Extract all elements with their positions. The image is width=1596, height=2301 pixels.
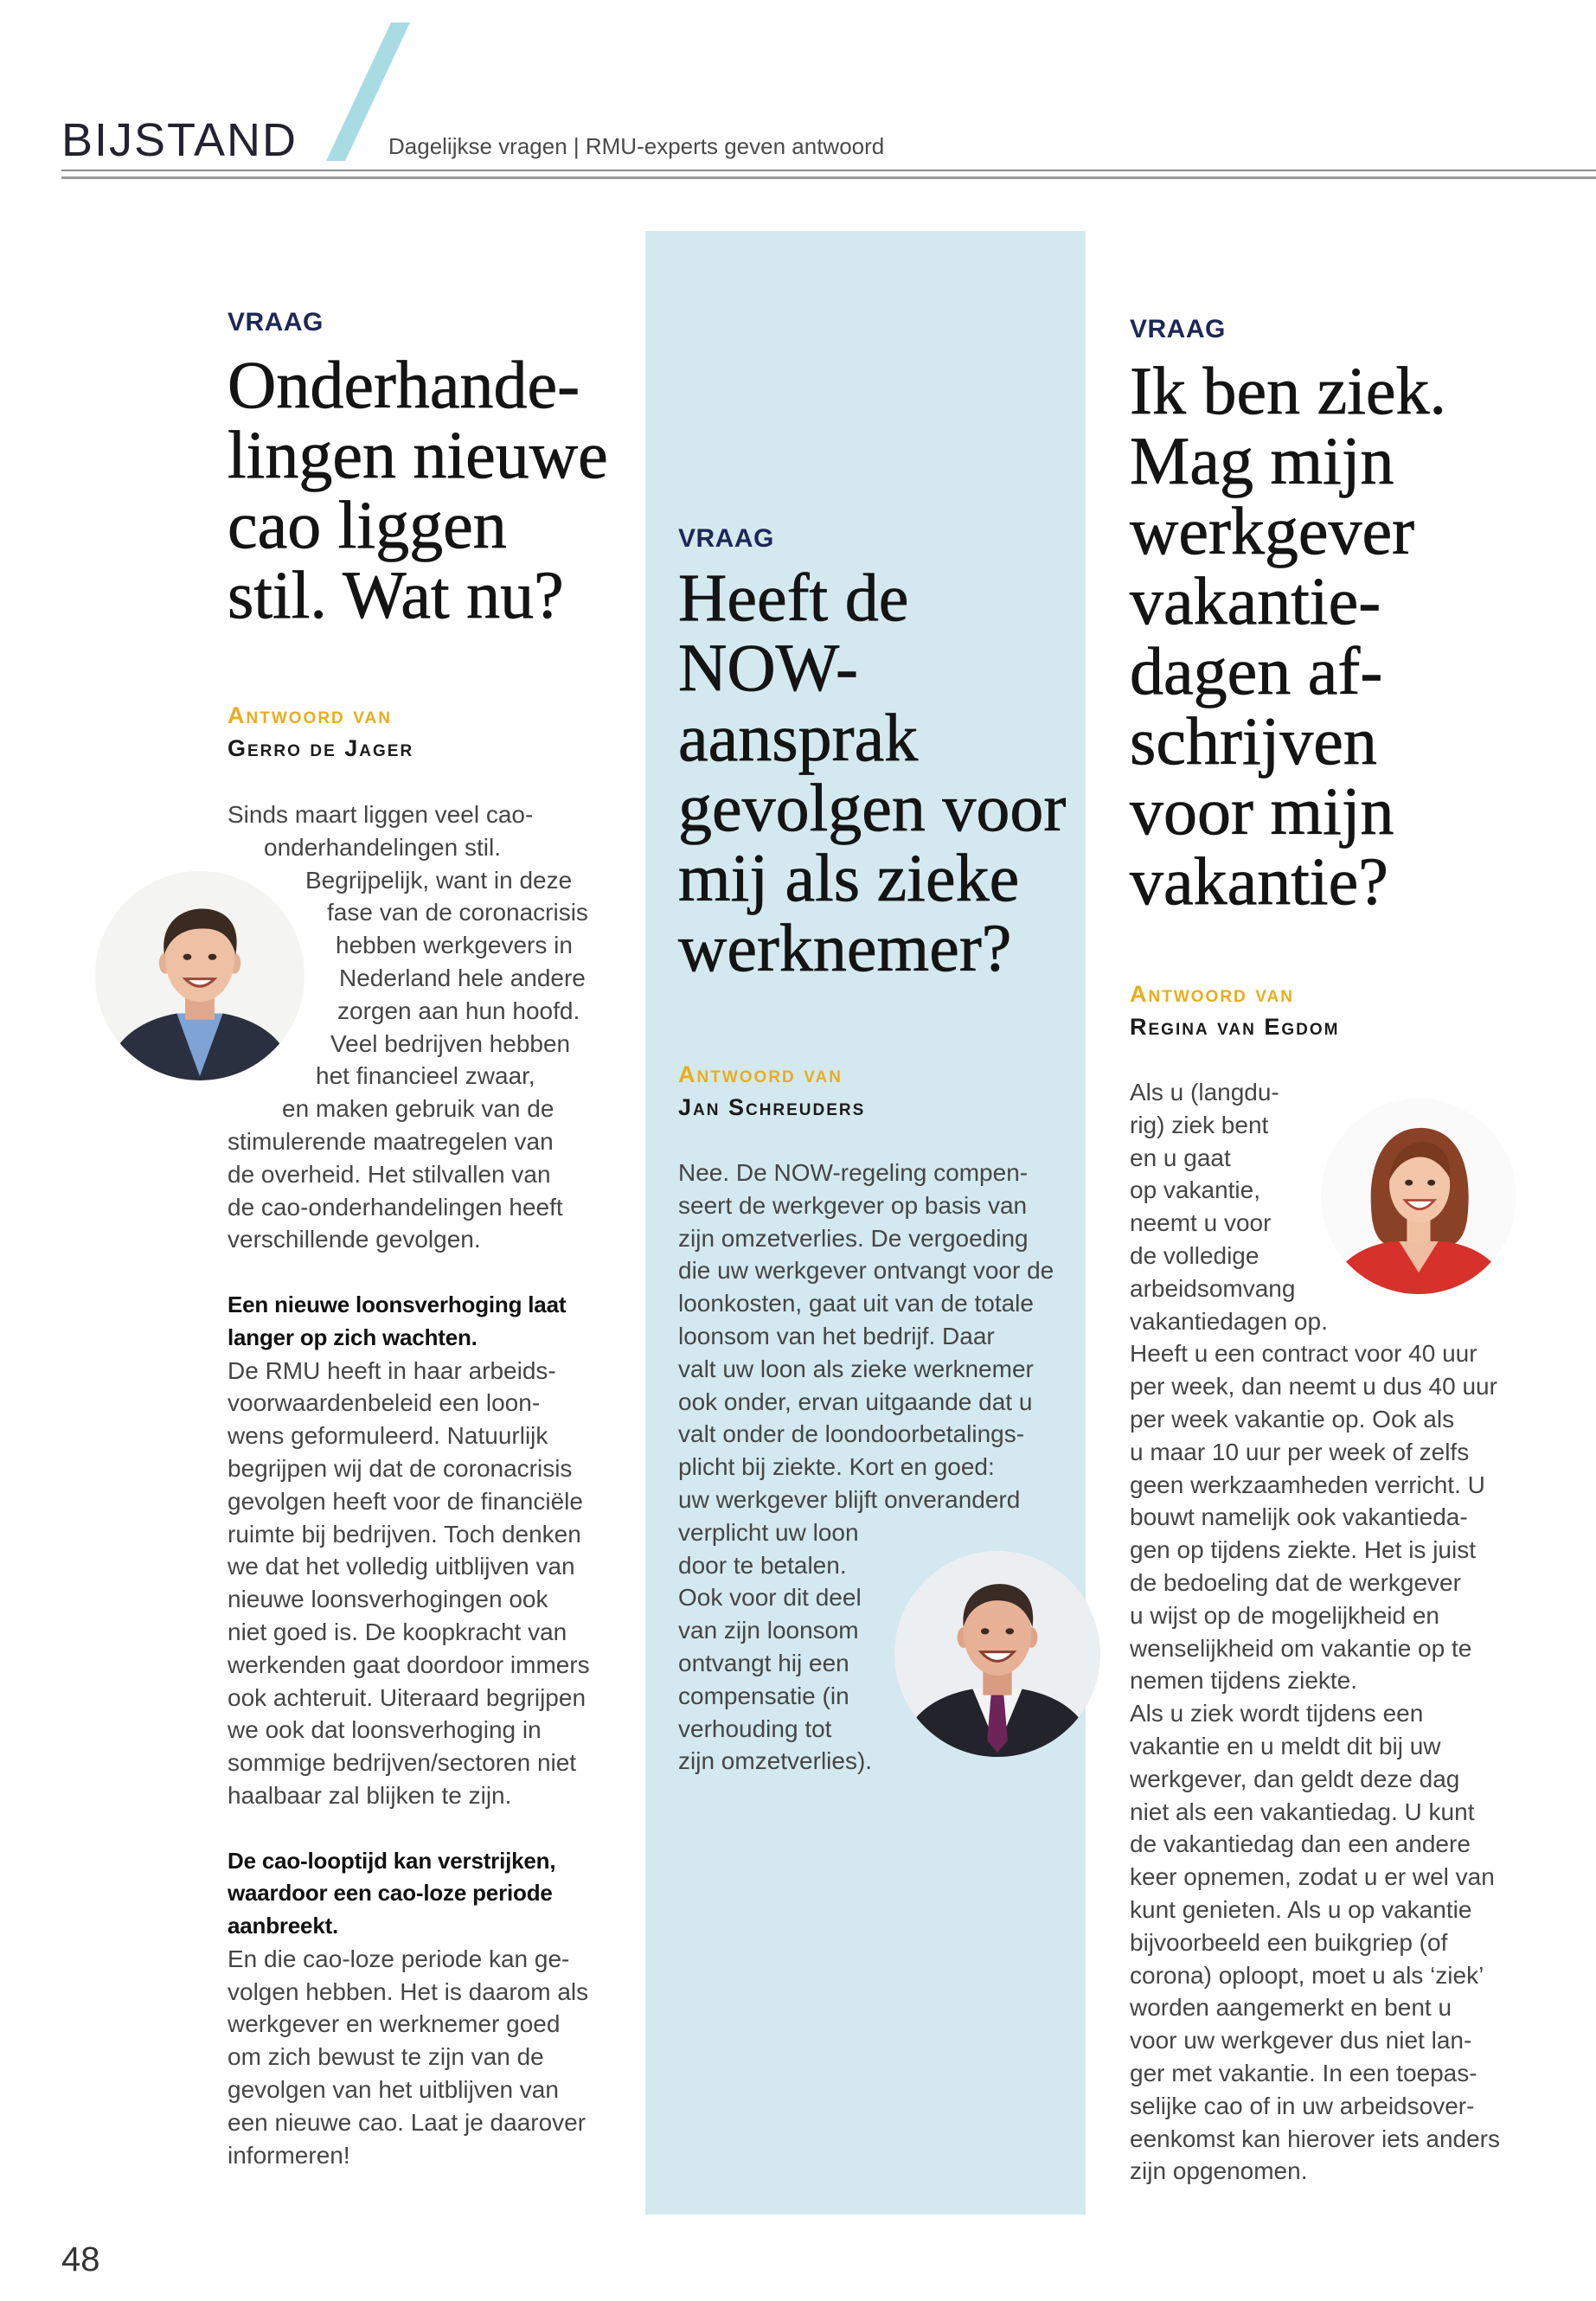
question-title-line: Mag mijn	[1130, 423, 1394, 498]
body-text-line: ontvangt hij een	[678, 1649, 849, 1676]
subheading-line: De cao-looptijd kan verstrijken,	[228, 1847, 556, 1874]
expert-name: Regina van Egdom	[1130, 1014, 1340, 1040]
body-text-line: compensatie (in	[678, 1682, 849, 1709]
body-text-line: u wijst op de mogelijkheid en	[1130, 1601, 1439, 1629]
body-text-line: kunt genieten. Als u op vakantie	[1130, 1895, 1472, 1923]
question-title-line: stil. Wat nu?	[228, 557, 564, 632]
body-text-line: ook achteruit. Uiteraard begrijpen	[228, 1683, 586, 1711]
question-title-line: gevolgen voor	[678, 770, 1067, 845]
body-text-line: per week vakantie op. Ook als	[1130, 1405, 1455, 1433]
answer-subheading	[228, 1289, 590, 1355]
body-text-line: zijn omzetverlies).	[678, 1747, 873, 1775]
body-text-line: haalbaar zal blijken te zijn.	[228, 1781, 512, 1809]
header-rule-bottom	[61, 176, 1596, 179]
body-text-line: gen op tijdens ziekte. Het is juist	[1130, 1536, 1476, 1564]
body-text-line: Veel bedrijven hebben	[330, 1029, 571, 1057]
body-text-line: ger met vakantie. In een toepas-	[1130, 2059, 1477, 2086]
body-text-line: valt onder de loondoorbetalings-	[678, 1420, 1025, 1448]
question-title-line: Ik ben ziek.	[1130, 353, 1447, 428]
header-rule-top	[61, 170, 1596, 171]
body-text-line: volgen hebben. Het is daarom als	[228, 1977, 589, 2005]
body-text-line: om zich bewust te zijn van de	[228, 2043, 544, 2071]
body-text-line: begrijpen wij dat de coronacrisis	[228, 1454, 573, 1482]
body-text-line: we dat het volledig uitblijven van	[228, 1553, 575, 1580]
question-label: VRAAG	[678, 524, 774, 553]
question-title-line: mij als zieke	[678, 840, 1020, 915]
answer-by-label: Antwoord van	[678, 1061, 843, 1087]
question-title-line: dagen af-	[1130, 633, 1383, 708]
body-text-line: zijn omzetverlies. De vergoeding	[678, 1224, 1029, 1252]
body-text-line: verhouding tot	[678, 1715, 832, 1742]
body-text-line: niet als een vakantiedag. U kunt	[1130, 1798, 1475, 1825]
question-title-line: schrijven	[1130, 703, 1377, 779]
body-text-line: Sinds maart liggen veel cao-	[228, 801, 534, 828]
body-text-line: arbeidsomvang	[1130, 1274, 1296, 1302]
subheading-line: langer op zich wachten.	[228, 1324, 478, 1350]
body-text-line: zorgen aan hun hoofd.	[337, 997, 580, 1024]
body-text-line: voor uw werkgever dus niet lan-	[1130, 2027, 1472, 2054]
body-text-line: sommige bedrijven/sectoren niet	[228, 1749, 577, 1777]
body-text-line: de vakantiedag dan een andere	[1130, 1830, 1471, 1858]
body-text-line: hebben werkgevers in	[336, 932, 573, 959]
body-text-line: seert de werkgever op basis van	[678, 1191, 1028, 1219]
body-text-line: loonsom van het bedrijf. Daar	[678, 1322, 995, 1349]
body-text-line: niet goed is. De koopkracht van	[228, 1618, 567, 1645]
answer-by-label: Antwoord van	[1130, 981, 1294, 1007]
answer-paragraph	[228, 1355, 590, 1812]
portrait-regina-van-egdom	[1321, 1099, 1516, 1294]
body-text-line: loonkosten, gaat uit van de totale	[678, 1290, 1034, 1317]
answer-by-label: Antwoord van	[228, 702, 392, 728]
body-text-line: gevolgen van het uitblijven van	[228, 2076, 559, 2104]
question-title-line: Onderhande-	[228, 347, 580, 422]
portrait-gerro-de-jager	[95, 871, 304, 1080]
answer-subheading	[228, 1845, 590, 1943]
section-title: BIJSTAND	[61, 114, 298, 166]
body-text-line: valt uw loon als zieke werknemer	[678, 1355, 1034, 1382]
body-text-line: vakantiedagen op.	[1130, 1307, 1328, 1335]
section-subtitle: Dagelijkse vragen | RMU-experts geven antwoord	[388, 133, 885, 159]
body-text-line: De RMU heeft in haar arbeids-	[228, 1356, 556, 1384]
question-title	[228, 349, 608, 630]
answer-byline	[228, 699, 413, 765]
body-text-line: neemt u voor	[1130, 1209, 1272, 1237]
body-text-line: plicht bij ziekte. Kort en goed:	[678, 1453, 995, 1481]
body-text-line: ruimte bij bedrijven. Toch denken	[228, 1520, 581, 1548]
answer-byline	[1130, 977, 1340, 1043]
body-text-line: en u gaat	[1130, 1144, 1231, 1171]
answer-byline	[678, 1058, 865, 1124]
body-text-line: de volledige	[1130, 1241, 1259, 1269]
body-text-line: Heeft u een contract voor 40 uur	[1130, 1340, 1477, 1368]
subheading-line: Een nieuwe loonsverhoging laat	[228, 1291, 567, 1317]
body-text-line: verplicht uw loon	[678, 1518, 859, 1546]
body-text-line: werkgever, dan geldt deze dag	[1130, 1765, 1460, 1792]
body-text-line: de bedoeling dat de werkgever	[1130, 1568, 1461, 1596]
question-title-line: NOW-	[678, 630, 858, 705]
body-text-line: per week, dan neemt u dus 40 uur	[1130, 1373, 1497, 1400]
body-text-line: corona) oploopt, moet u als ‘ziek’	[1130, 1961, 1484, 1989]
body-text-line: bijvoorbeeld een buikgriep (of	[1130, 1928, 1448, 1956]
body-text-line: de overheid. Het stilvallen van	[228, 1160, 551, 1188]
body-text-line: informeren!	[228, 2141, 350, 2169]
body-text-line: werkgever en werknemer goed	[228, 2010, 561, 2038]
body-text-line: keer opnemen, zodat u er wel van	[1130, 1863, 1495, 1891]
body-text-line: voorwaardenbeleid een loon-	[228, 1389, 541, 1417]
answer-paragraph	[228, 1943, 590, 2172]
body-text-line: nemen tijdens ziekte.	[1130, 1667, 1358, 1695]
body-text-line: Begrijpelijk, want in deze	[305, 866, 573, 894]
question-title-line: vakantie-	[1130, 563, 1381, 638]
body-text-line: geen werkzaamheden verricht. U	[1130, 1471, 1485, 1498]
page-number: 48	[61, 2240, 100, 2279]
question-label: VRAAG	[1130, 315, 1226, 343]
body-text-line: het financieel zwaar,	[316, 1062, 535, 1090]
body-text-line: Als u ziek wordt tijdens een	[1130, 1700, 1424, 1727]
subheading-line: aanbreekt.	[228, 1913, 339, 1939]
body-text-line: eenkomst kan hierover iets anders	[1130, 2125, 1500, 2152]
body-text-line: Als u (langdu-	[1130, 1079, 1279, 1106]
question-title-line: werknemer?	[678, 910, 1012, 985]
header-slash-decoration	[0, 0, 450, 173]
body-text-line: worden aangemerkt en bent u	[1130, 1994, 1452, 2022]
body-text-line: selijke cao of in uw arbeidsover-	[1130, 2092, 1475, 2119]
body-text-line: rig) ziek bent	[1130, 1111, 1269, 1138]
body-text-line: wenselijkheid om vakantie op te	[1130, 1634, 1472, 1662]
body-text-line: ook onder, ervan uitgaande dat u	[678, 1388, 1033, 1415]
body-text-line: onderhandelingen stil.	[264, 833, 501, 861]
body-text-line: door te betalen.	[678, 1551, 847, 1579]
question-title	[1130, 353, 1447, 919]
body-text-line: Nederland hele andere	[339, 964, 586, 991]
body-text-line: en maken gebruik van de	[282, 1095, 554, 1123]
body-text-line: En die cao-loze periode kan ge-	[228, 1945, 570, 1972]
question-title-line: cao liggen	[228, 487, 507, 562]
body-text-line: stimulerende maatregelen van	[228, 1127, 554, 1155]
subheading-line: waardoor een cao-loze periode	[228, 1880, 553, 1907]
question-title-line: werkgever	[1130, 493, 1415, 568]
question-title-line: lingen nieuwe	[228, 417, 608, 492]
question-title-line: vakantie?	[1130, 843, 1388, 919]
body-text-line: u maar 10 uur per week of zelfs	[1130, 1438, 1470, 1465]
body-text-line: zijn opgenomen.	[1130, 2157, 1308, 2185]
question-title	[678, 562, 1066, 983]
question-title-line: Heeft de	[678, 560, 909, 635]
body-text-line: vakantie en u meldt dit bij uw	[1130, 1732, 1441, 1759]
body-text-line: fase van de coronacrisis	[327, 899, 588, 926]
question-label: VRAAG	[228, 308, 324, 336]
body-text-line: bouwt namelijk ook vakantieda-	[1130, 1503, 1468, 1531]
body-text-line: nieuwe loonsverhogingen ook	[228, 1586, 548, 1613]
question-title-line: voor mijn	[1130, 773, 1394, 849]
expert-name: Gerro de Jager	[228, 735, 414, 761]
body-text-line: op vakantie,	[1130, 1176, 1260, 1204]
body-text-line: Nee. De NOW-regeling compen-	[678, 1159, 1029, 1186]
question-title-line: aansprak	[678, 700, 919, 775]
body-text-line: we ook dat loonsverhoging in	[228, 1716, 542, 1744]
portrait-jan-schreuders	[894, 1551, 1100, 1757]
body-text-line: wens geformuleerd. Natuurlijk	[228, 1422, 548, 1450]
body-text-line: gevolgen heeft voor de financiële	[228, 1487, 583, 1515]
body-text-line: werkenden gaat doordoor immers	[228, 1650, 590, 1678]
body-text-line: een nieuwe cao. Laat je daarover	[228, 2108, 586, 2136]
body-text-line: Ook voor dit deel	[678, 1584, 862, 1612]
body-text-line: die uw werkgever ontvangt voor de	[678, 1257, 1054, 1285]
body-text-line: uw werkgever blijft onveranderd	[678, 1485, 1021, 1513]
body-text-line: van zijn loonsom	[678, 1617, 859, 1644]
body-text-line: de cao-onderhandelingen heeft	[228, 1193, 563, 1221]
expert-name: Jan Schreuders	[678, 1094, 866, 1120]
body-text-line: verschillende gevolgen.	[228, 1226, 481, 1253]
